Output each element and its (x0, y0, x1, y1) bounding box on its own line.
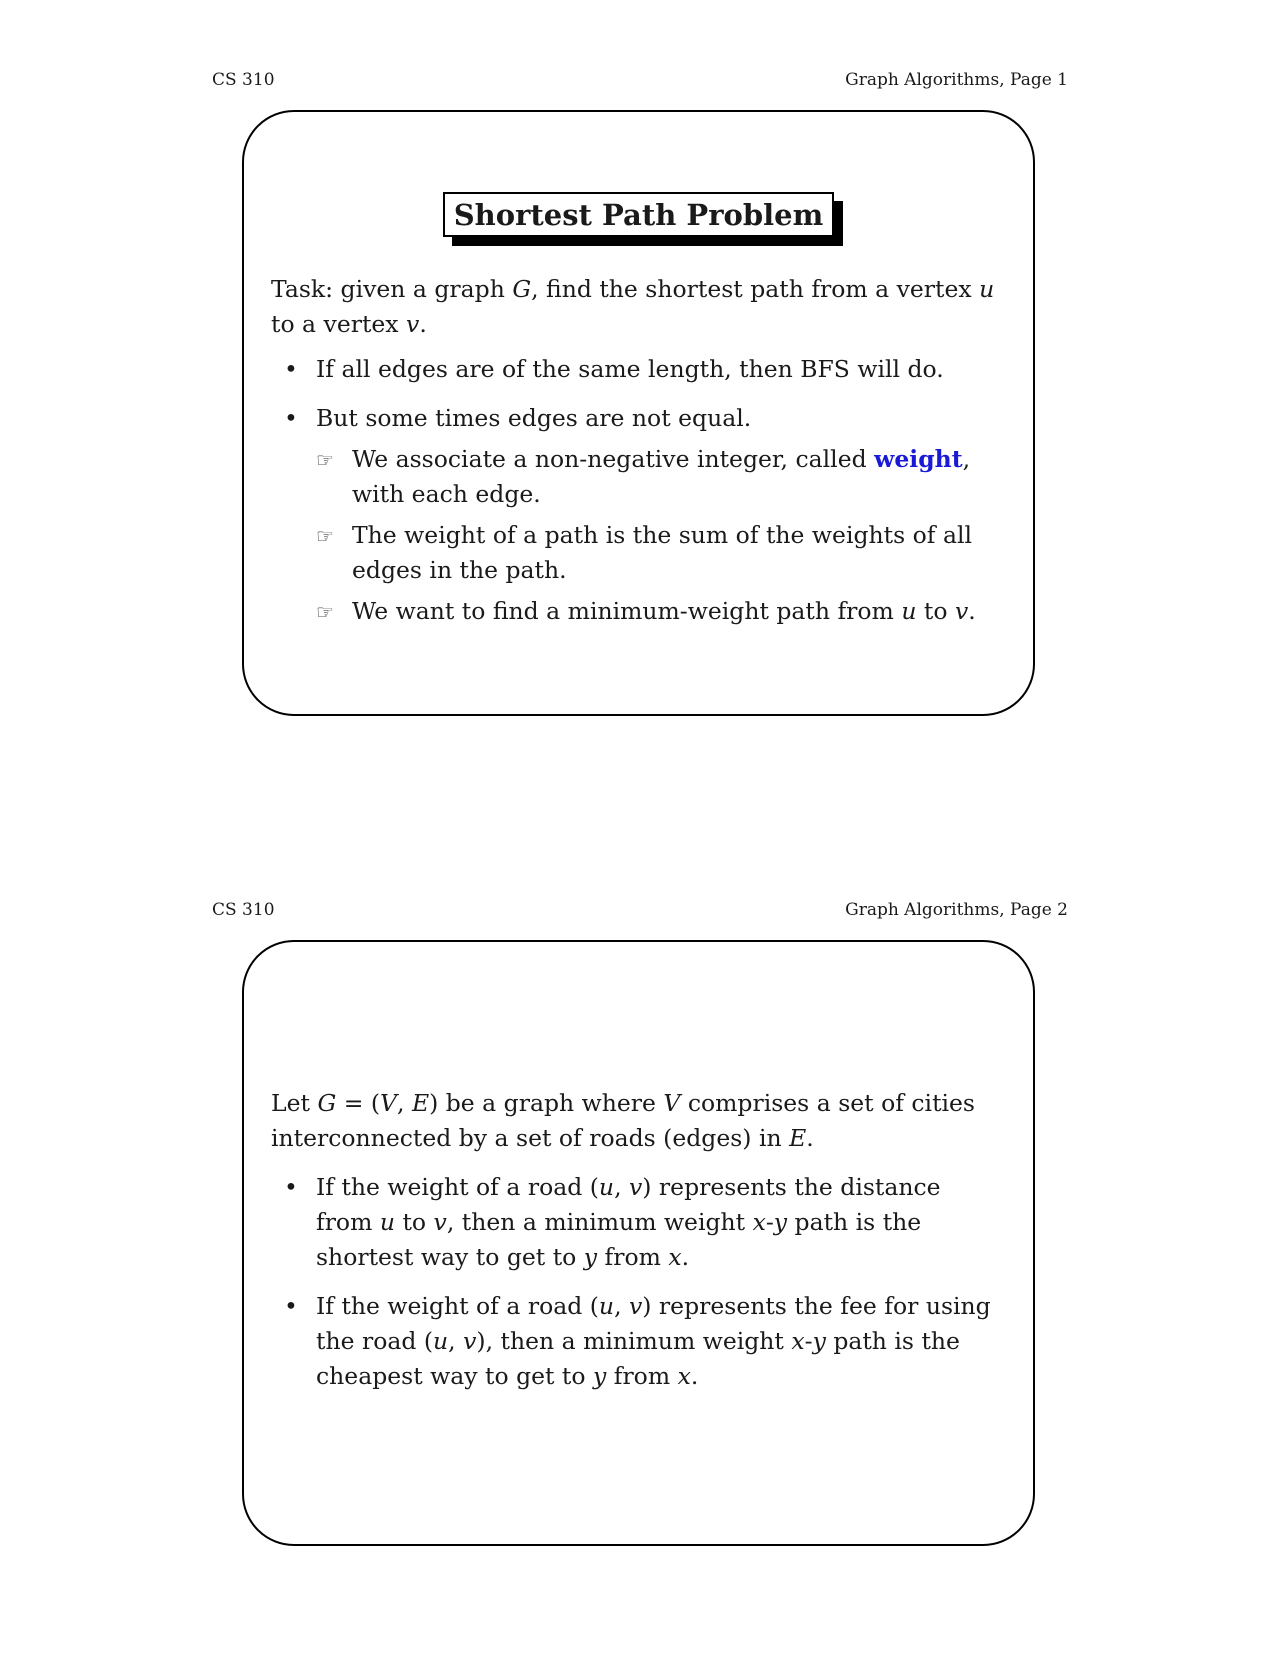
hand-pointing-icon: ☞ (316, 524, 334, 548)
slide-title: Shortest Path Problem (443, 192, 835, 237)
slide-2 (242, 940, 1035, 1546)
course-label: CS 310 (212, 900, 275, 920)
sub-bullet-list (316, 442, 1004, 629)
bullet-icon: • (284, 1173, 298, 1201)
bullet-icon: • (284, 355, 298, 383)
page-label: Graph Algorithms, Page 2 (845, 900, 1068, 920)
weight-term: weight (874, 445, 963, 473)
page-1-header (212, 68, 1068, 92)
bullet-icon: • (284, 1292, 298, 1320)
slide-1 (242, 110, 1035, 716)
list-item: • If all edges are of the same length, then BFS will do. (284, 352, 1004, 387)
sub-list-item: ☞ The weight of a path is the sum of the weights of all edges in the path. (316, 521, 972, 584)
list-item: • But some times edges are not equal. ☞ We associate a non-negative integer, called weight, with each edge. ☞ The weight of a path is the sum of the weights of all edges in the path. ☞ We want to find a minimum-weight path from u to v. (284, 401, 1004, 629)
list-item: • If the weight of a road (u, v) represents the distance from u to v, then a minimum weight x-y path is the shortest way to get to y from x. (284, 1170, 1004, 1275)
bullet-list (284, 1170, 1004, 1408)
page-label: Graph Algorithms, Page 1 (845, 70, 1068, 90)
sub-list-item: ☞ We associate a non-negative integer, called weight, with each edge. (316, 445, 971, 508)
hand-pointing-icon: ☞ (316, 448, 334, 472)
hand-pointing-icon: ☞ (316, 600, 334, 624)
task-statement: Task: given a graph G, find the shortest path from a vertex u to a vertex v. (271, 275, 995, 338)
course-label: CS 310 (212, 70, 275, 90)
list-item: • If the weight of a road (u, v) represents the fee for using the road (u, v), then a minimum weight x-y path is the cheapest way to get to y from x. (284, 1289, 1004, 1394)
sub-list-item: ☞ We want to find a minimum-weight path from u to v. (316, 594, 1004, 629)
bullet-icon: • (284, 404, 298, 432)
bullet-list (284, 352, 1004, 643)
cities-statement: Let G = (V, E) be a graph where V comprises a set of cities interconnected by a set of roads (edges) in E. (271, 1089, 975, 1152)
page-2-header (212, 898, 1068, 922)
